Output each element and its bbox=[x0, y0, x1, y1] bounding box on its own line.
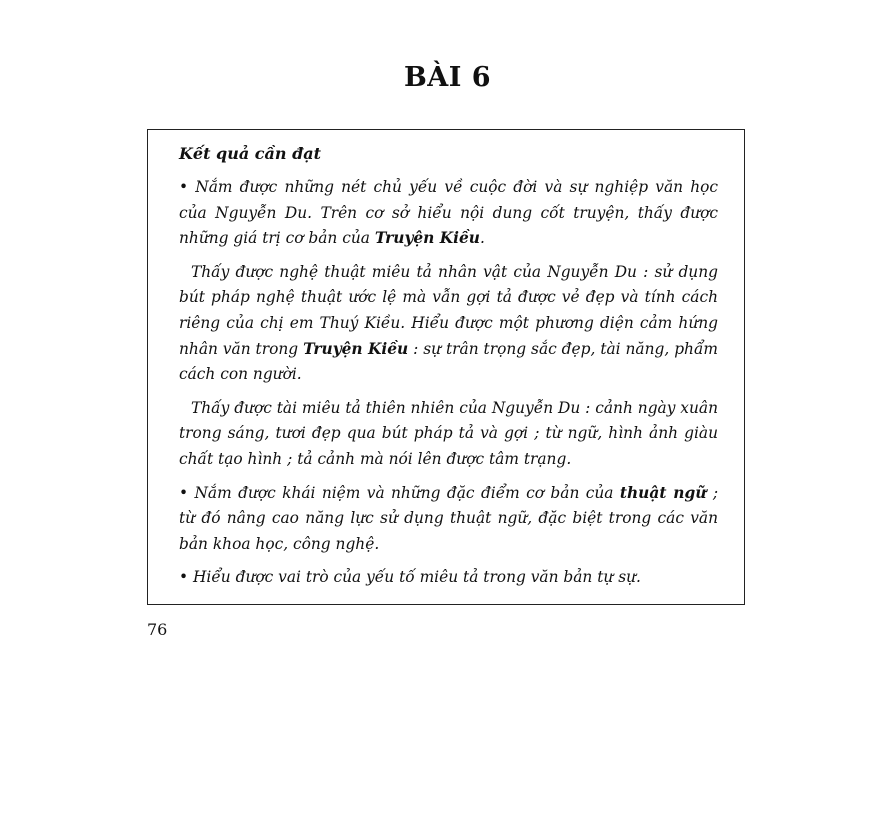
objective-author-life bbox=[179, 175, 718, 252]
work-title-truyen-kieu: Truyện Kiều bbox=[374, 229, 480, 248]
objective-terminology-lead: • Nắm được khái niệm và những đặc điểm cơ bản của bbox=[179, 483, 620, 502]
objective-narrative-description: • Hiểu được vai trò của yếu tố miêu tả trong văn bản tự sự. bbox=[179, 568, 641, 587]
objectives-heading: Kết quả cần đạt bbox=[179, 144, 322, 163]
lesson-title: BÀI 6 bbox=[403, 62, 492, 93]
objective-terminology-tail: ; từ đó nâng cao năng lực sử dụng thuật ngữ, đặc biệt trong các văn bản khoa học, công nghệ. bbox=[179, 483, 719, 553]
learning-objectives-box bbox=[147, 129, 745, 605]
objective-author-life-tail: . bbox=[479, 229, 485, 248]
objective-character-portrayal bbox=[179, 260, 718, 388]
page-number: 76 bbox=[147, 620, 168, 639]
objective-author-life-lead: • Nắm được những nét chủ yếu về cuộc đời và sự nghiệp văn học của Nguyễn Du. Trên cơ sở hiểu nội dung cốt truyện, thấy được những giá trị cơ bản của bbox=[179, 178, 718, 248]
objective-nature-description: Thấy được tài miêu tả thiên nhiên của Nguyễn Du : cảnh ngày xuân trong sáng, tươi đẹp qua bút pháp tả và gợi ; từ ngữ, hình ảnh giàu chất tạo hình ; tả cảnh mà nói lên được tâm trạng. bbox=[179, 398, 718, 468]
objective-character-portrayal-tail: : sự trân trọng sắc đẹp, tài năng, phẩm cách con người. bbox=[179, 339, 718, 384]
objective-character-portrayal-lead: Thấy được nghệ thuật miêu tả nhân vật của Nguyễn Du : sử dụng bút pháp nghệ thuật ước lệ mà vẫn gợi tả được vẻ đẹp và tính cách riêng của chị em Thuý Kiều. Hiểu được một phương diện cảm hứng nhân văn trong bbox=[179, 262, 718, 358]
term-thuat-ngu: thuật ngữ bbox=[619, 483, 707, 502]
work-title-truyen-kieu: Truyện Kiều bbox=[303, 339, 409, 358]
objective-terminology bbox=[179, 481, 718, 558]
